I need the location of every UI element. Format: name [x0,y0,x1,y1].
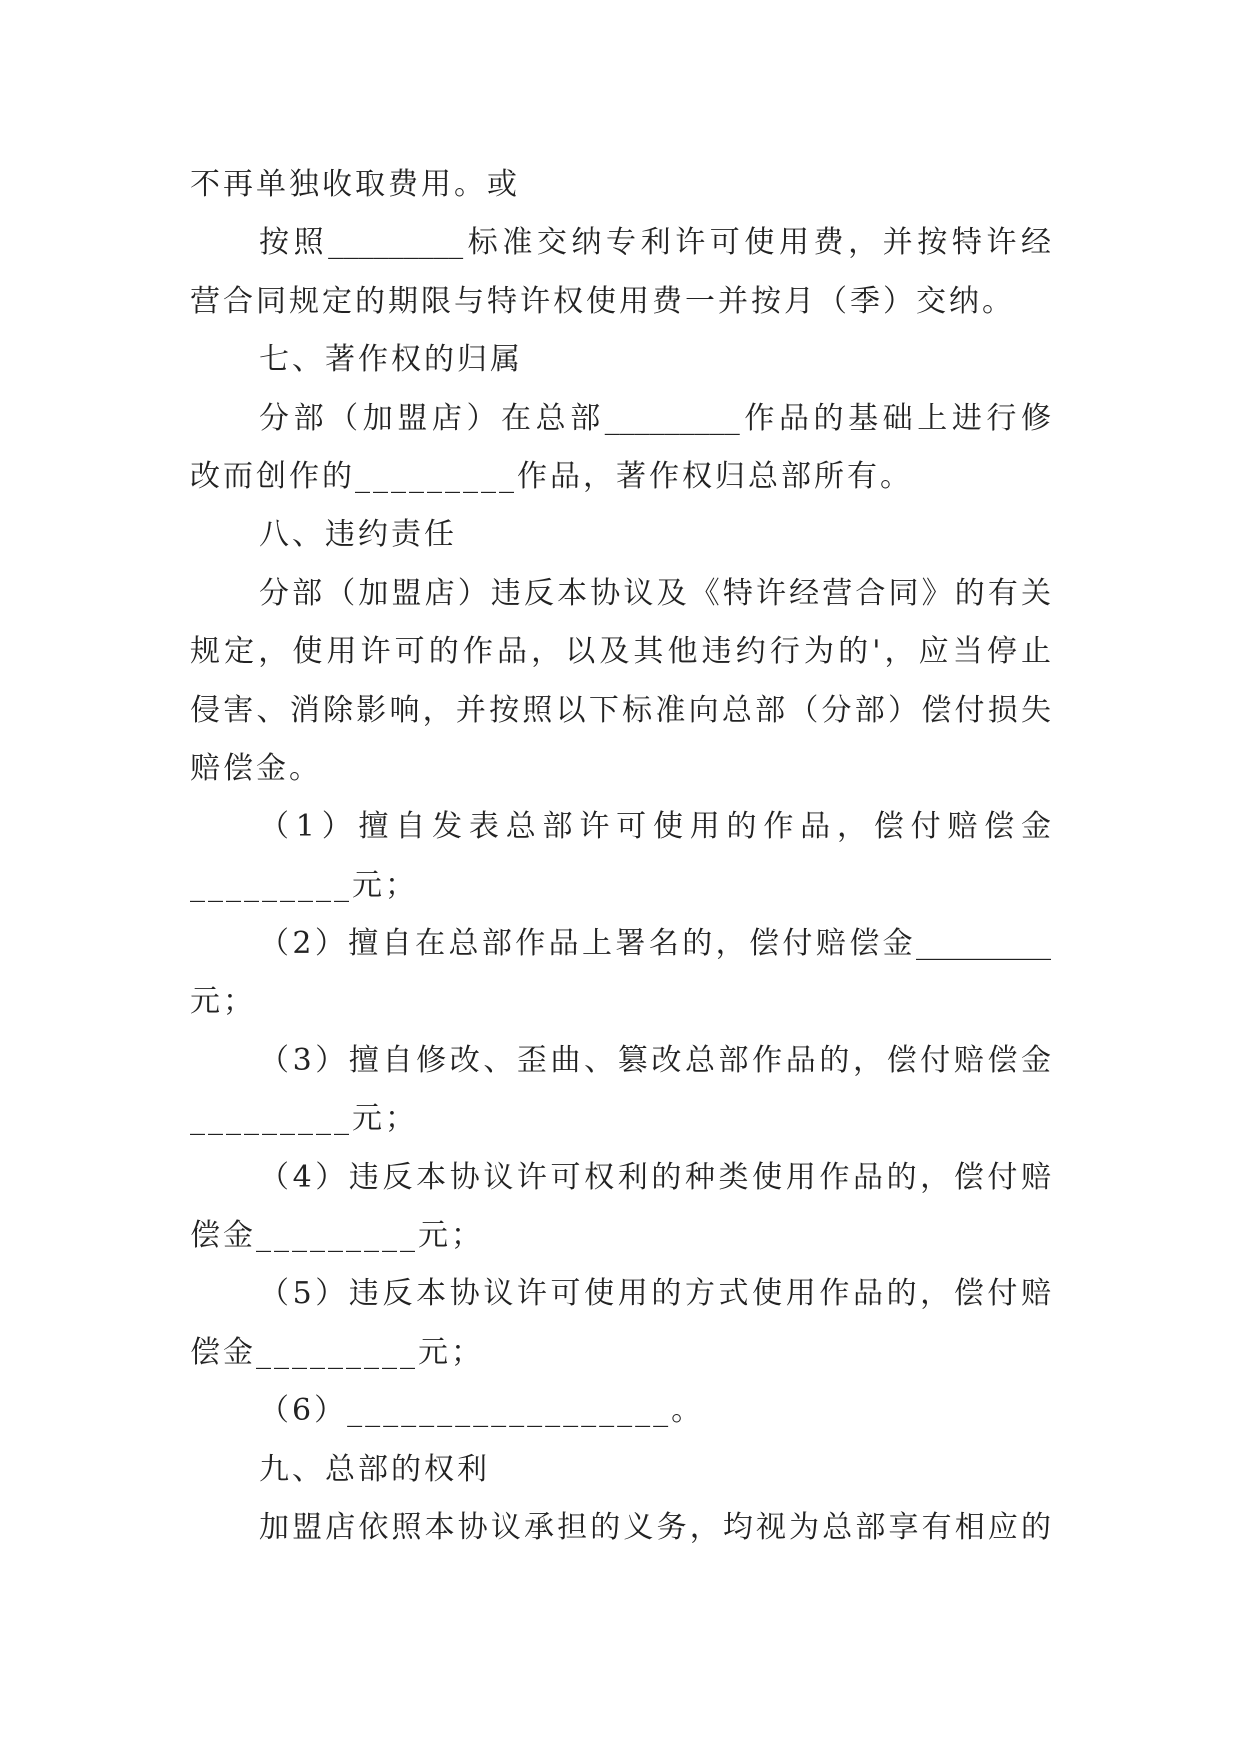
body-text-line: 不再单独收取费用。或 [190,167,520,202]
body-text-line: 赔偿金。 [190,750,322,786]
document-body [190,156,1051,1557]
body-text-line: 加盟店依照本协议承担的义务，均视为总部享有相应的 [259,1509,1051,1545]
penalty-item-line: （1）擅自发表总部许可使用的作品，偿付赔偿金 [259,809,1051,845]
penalty-item-line: 偿金_________元； [190,1218,484,1254]
body-text-line: 规定，使用许可的作品，以及其他违约行为的'，应当停止 [190,634,1051,670]
body-text-line: 按照_________标准交纳专利许可使用费，并按特许经 [259,225,1051,261]
body-text-line: 分部（加盟店）在总部_________作品的基础上进行修 [259,400,1051,436]
body-text-line: 改而创作的_________作品，著作权归总部所有。 [190,458,913,494]
section-heading: 八、违约责任 [259,517,457,553]
penalty-item-line: （4）违反本协议许可权利的种类使用作品的，偿付赔 [259,1159,1051,1195]
penalty-item-line: （2）擅自在总部作品上署名的，偿付赔偿金_________ [259,926,1051,962]
penalty-item-line: （6）__________________。 [259,1393,705,1429]
section-heading: 九、总部的权利 [259,1451,490,1487]
penalty-item-line: 元； [190,984,256,1020]
penalty-item-line: 偿金_________元； [190,1334,484,1370]
penalty-item-line: （5）违反本协议许可使用的方式使用作品的，偿付赔 [259,1276,1051,1312]
body-text-line: 分部（加盟店）违反本协议及《特许经营合同》的有关 [259,575,1051,611]
section-heading: 七、著作权的归属 [259,342,523,378]
penalty-item-line: （3）擅自修改、歪曲、篡改总部作品的，偿付赔偿金 [259,1042,1051,1078]
penalty-item-line: _________元； [190,1101,418,1137]
penalty-item-line: _________元； [190,867,418,903]
body-text-line: 营合同规定的期限与特许权使用费一并按月（季）交纳。 [190,283,1015,319]
body-text-line: 侵害、消除影响，并按照以下标准向总部（分部）偿付损失 [190,692,1051,728]
